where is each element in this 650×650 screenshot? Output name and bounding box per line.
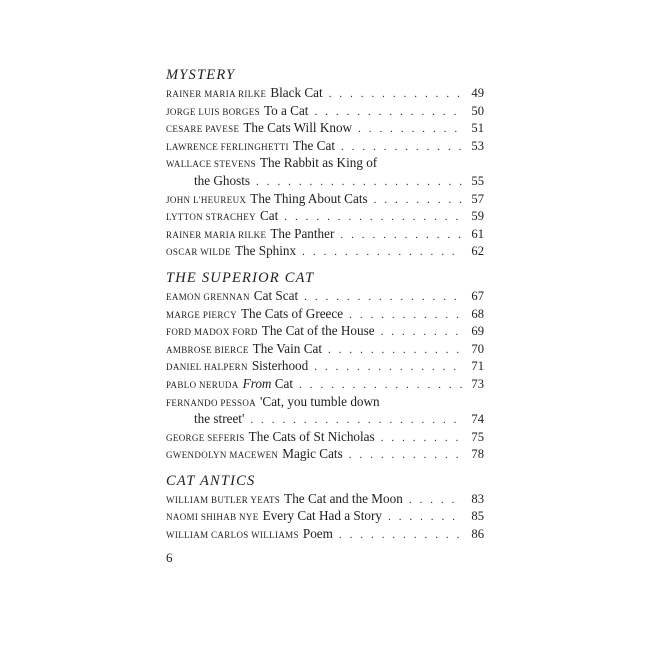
entry-page-number: 62: [471, 244, 484, 259]
entry-author: FORD MADOX FORD: [166, 327, 258, 338]
entry-title-text: Magic Cats: [282, 446, 343, 462]
entry-title-text: To a Cat: [263, 102, 309, 118]
entry-title: [249, 428, 375, 446]
entry-page-number: 59: [471, 209, 484, 224]
entry-title-text: The Rabbit as King of: [260, 155, 378, 171]
entry-author: JORGE LUIS BORGES: [166, 106, 260, 117]
entry-title-text: The Cats Will Know: [243, 120, 353, 136]
entry-page-number: 69: [471, 324, 484, 339]
entry-title: [253, 340, 322, 358]
toc-entry: [166, 357, 484, 375]
entry-author: WALLACE STEVENS: [166, 159, 256, 170]
toc-entry: [166, 207, 484, 225]
entry-title: [241, 305, 343, 323]
entry-title-text: The Cat of the House: [261, 323, 375, 339]
section-heading: CAT ANTICS: [166, 472, 256, 489]
page-number: 6: [166, 550, 173, 565]
entry-title-text: The Panther: [270, 225, 335, 241]
entry-author: GEORGE SEFERIS: [166, 432, 245, 443]
dot-leader: [333, 527, 462, 545]
toc-entry: [166, 242, 484, 260]
entry-title-text: The Cats of Greece: [240, 305, 344, 321]
toc-entry: [166, 445, 484, 463]
entry-title: [235, 242, 296, 260]
entry-title: [260, 207, 278, 225]
toc-entry: [166, 190, 484, 208]
entry-title-text: The Cat and the Moon: [284, 490, 403, 506]
entry-author: CESARE PAVESE: [166, 124, 240, 135]
entry-author: NAOMI SHIHAB NYE: [166, 512, 259, 523]
entry-title-text: Poem: [302, 526, 333, 542]
entry-title: [254, 287, 298, 305]
entry-author: LYTTON STRACHEY: [166, 212, 256, 223]
entry-title: [293, 137, 335, 155]
entry-page-number: 85: [471, 509, 484, 524]
entry-page-number: 51: [471, 121, 484, 136]
toc-entry: [166, 322, 484, 340]
entry-page-number: 50: [471, 103, 484, 118]
entry-title-text: The Cat: [292, 137, 335, 153]
entry-title: [260, 154, 377, 172]
entry-author: LAWRENCE FERLINGHETTI: [166, 141, 289, 152]
entry-author: OSCAR WILDE: [166, 247, 231, 258]
entry-title-text: Cat: [259, 208, 279, 224]
toc-entry: [166, 393, 484, 428]
entry-title-text: Cat Scat: [253, 287, 299, 303]
entry-title: [250, 190, 367, 208]
entry-title: [282, 445, 342, 463]
entry-page-number: 71: [471, 359, 484, 374]
toc-section: [166, 66, 484, 260]
entry-author: WILLIAM BUTLER YEATS: [166, 494, 281, 505]
entry-title: [303, 525, 333, 543]
entry-title-text: The Cats of St Nicholas: [248, 428, 375, 444]
dot-leader: [296, 244, 462, 262]
toc-entry: [166, 525, 484, 543]
entry-author: RAINER MARIA RILKE: [166, 229, 267, 240]
entry-page-number: 49: [471, 86, 484, 100]
table-of-contents: [166, 66, 484, 543]
toc-section: [166, 269, 484, 463]
entry-author: MARGE PIERCY: [166, 309, 237, 320]
dot-leader: [343, 447, 462, 465]
entry-title: [262, 322, 375, 340]
entry-page-number: 67: [471, 288, 484, 303]
entry-page-number: 86: [471, 527, 484, 542]
entry-author: FERNANDO PESSOA: [166, 397, 257, 408]
entry-author: AMBROSE BIERCE: [166, 344, 249, 355]
entry-title: [243, 375, 293, 393]
entry-title: [263, 507, 382, 525]
entry-page-number: 75: [471, 429, 484, 444]
toc-entry: [166, 84, 484, 102]
entry-title: [284, 490, 403, 508]
entry-author: WILLIAM CARLOS WILLIAMS: [166, 530, 299, 541]
section-heading: MYSTERY: [166, 67, 236, 83]
toc-entry: [166, 102, 484, 120]
entry-author: PABLO NERUDA: [166, 379, 239, 390]
entry-author: RAINER MARIA RILKE: [166, 89, 267, 99]
entry-page-number: 70: [471, 341, 484, 356]
entry-title-text: The Sphinx: [234, 243, 297, 259]
entry-title: [270, 225, 334, 243]
toc-entry: [166, 305, 484, 323]
toc-entry: [166, 287, 484, 305]
entry-author: EAMON GRENNAN: [166, 291, 250, 302]
entry-page-number: 55: [471, 173, 484, 188]
entry-page-number: 73: [471, 376, 484, 391]
entry-page-number: 68: [471, 306, 484, 321]
entry-title: [252, 357, 308, 375]
entry-author: GWENDOLYN MACEWEN: [166, 450, 279, 461]
toc-entry: [166, 490, 484, 508]
toc-entry: [166, 375, 484, 393]
toc-entry: [166, 507, 484, 525]
entry-title-continued: the street': [194, 411, 245, 427]
entry-title: [264, 102, 309, 120]
entry-title-text: Black Cat: [270, 85, 323, 100]
entry-author: DANIEL HALPERN: [166, 362, 248, 373]
toc-entry: [166, 154, 484, 189]
entry-title-text: The Thing About Cats: [250, 190, 368, 206]
entry-title-text: Cat: [274, 375, 294, 391]
entry-page-number: 78: [471, 447, 484, 462]
toc-entry: [166, 137, 484, 155]
entry-page-number: 61: [471, 226, 484, 241]
toc-section: [166, 472, 484, 543]
section-heading: THE SUPERIOR CAT: [166, 269, 315, 286]
entry-page-number: 83: [471, 491, 484, 506]
toc-entry: [166, 119, 484, 137]
entry-page-number: 53: [471, 138, 484, 153]
toc-entry: [166, 225, 484, 243]
entry-title-text: 'Cat, you tumble down: [260, 393, 380, 409]
entry-page-number: 74: [471, 412, 484, 427]
entry-title-continued: the Ghosts: [194, 172, 251, 188]
entry-title: [243, 119, 352, 137]
toc-entry: [166, 340, 484, 358]
entry-page-number: 57: [471, 191, 484, 206]
entry-title-prefix: From: [242, 375, 272, 391]
entry-author: JOHN L'HEUREUX: [166, 194, 247, 205]
entry-title-text: The Vain Cat: [252, 340, 323, 356]
entry-title: [270, 84, 322, 102]
entry-title-text: Every Cat Had a Story: [262, 508, 382, 524]
toc-entry: [166, 428, 484, 446]
entry-title: [260, 393, 380, 411]
entry-title-text: Sisterhood: [251, 358, 309, 374]
